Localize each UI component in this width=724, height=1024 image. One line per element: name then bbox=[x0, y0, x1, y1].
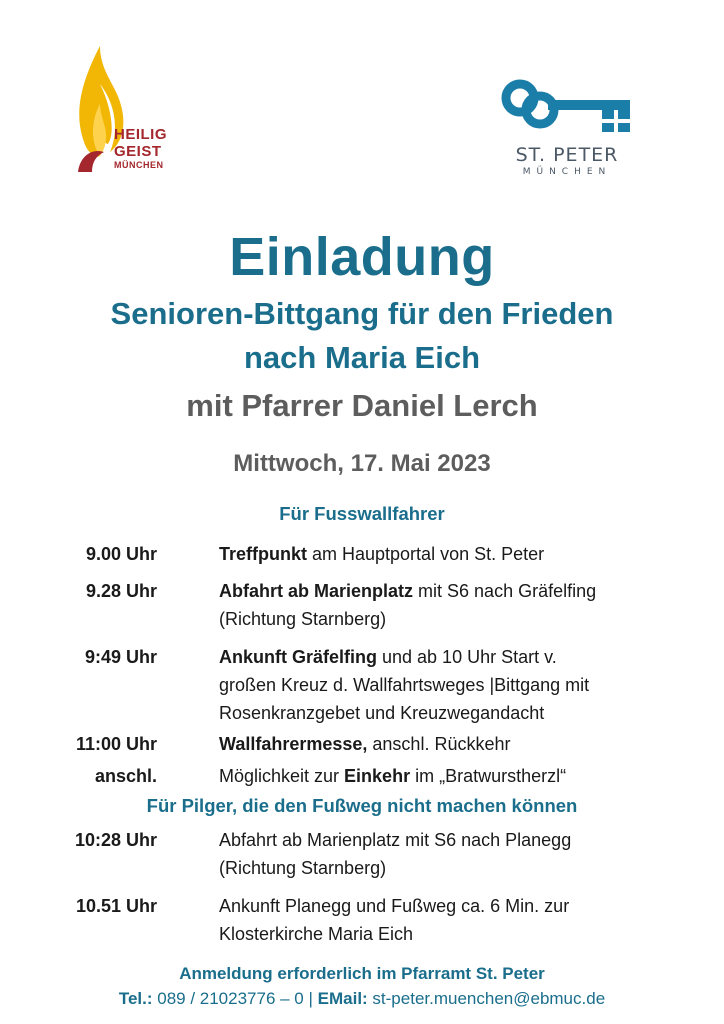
schedule-time: 11:00 Uhr bbox=[75, 734, 157, 754]
schedule-description: Ankunft Gräfelfing und ab 10 Uhr Start v. großen Kreuz d. Wallfahrtsweges |Bittgang mit Rosenkranzgebet und Kreuzwegandacht bbox=[219, 647, 590, 723]
schedule-time: 10:28 Uhr bbox=[74, 830, 157, 850]
schedule-description: Wallfahrermesse, anschl. Rückkehr bbox=[219, 734, 511, 754]
email-label: EMail: bbox=[317, 989, 368, 1008]
heilig-geist-logo bbox=[70, 44, 200, 184]
key-icon bbox=[498, 78, 638, 138]
logo-line-geist: GEIST bbox=[114, 143, 162, 160]
schedule-time: 9:49 Uhr bbox=[84, 647, 157, 667]
logo-st-peter-name: ST. PETER bbox=[515, 144, 619, 166]
subtitle-line-1: Senioren-Bittgang für den Frieden bbox=[110, 296, 614, 331]
contact-line bbox=[0, 989, 724, 1009]
schedule-description: Treffpunkt am Hauptportal von St. Peter bbox=[219, 544, 545, 564]
email-value[interactable]: st-peter.muenchen@ebmuc.de bbox=[367, 989, 606, 1008]
st-peter-logo bbox=[498, 78, 638, 178]
registration-note: Anmeldung erforderlich im Pfarramt St. Peter bbox=[179, 964, 545, 983]
section-heading-pilgrims: Für Pilger, die den Fußweg nicht machen können bbox=[146, 795, 578, 816]
heilig-geist-wordmark bbox=[114, 127, 167, 170]
schedule-description: Ankunft Planegg und Fußweg ca. 6 Min. zur Klosterkirche Maria Eich bbox=[219, 896, 570, 944]
tel-value: 089 / 21023776 – 0 | bbox=[152, 989, 318, 1008]
schedule-time: 9.00 Uhr bbox=[85, 544, 157, 564]
subtitle-line-3: mit Pfarrer Daniel Lerch bbox=[186, 388, 538, 423]
logo-line-muenchen: MÜNCHEN bbox=[114, 160, 164, 170]
schedule-description: Abfahrt ab Marienplatz mit S6 nach Planegg (Richtung Starnberg) bbox=[219, 830, 572, 878]
section-heading-walkers: Für Fusswallfahrer bbox=[279, 503, 445, 524]
tel-label: Tel.: bbox=[118, 989, 153, 1008]
schedule-time: 10.51 Uhr bbox=[75, 896, 157, 916]
schedule-description: Möglichkeit zur Einkehr im „Bratwurstherzl“ bbox=[219, 766, 567, 786]
schedule-time: 9.28 Uhr bbox=[85, 581, 157, 601]
schedule-time: anschl. bbox=[94, 766, 157, 786]
logo-st-peter-city: MÜNCHEN bbox=[522, 167, 612, 177]
page-title: Einladung bbox=[229, 227, 495, 287]
logo-line-heilig: HEILIG bbox=[114, 126, 168, 143]
event-date: Mittwoch, 17. Mai 2023 bbox=[233, 450, 491, 477]
subtitle-line-2: nach Maria Eich bbox=[243, 340, 481, 375]
schedule-description: Abfahrt ab Marienplatz mit S6 nach Gräfelfing (Richtung Starnberg) bbox=[219, 581, 597, 629]
